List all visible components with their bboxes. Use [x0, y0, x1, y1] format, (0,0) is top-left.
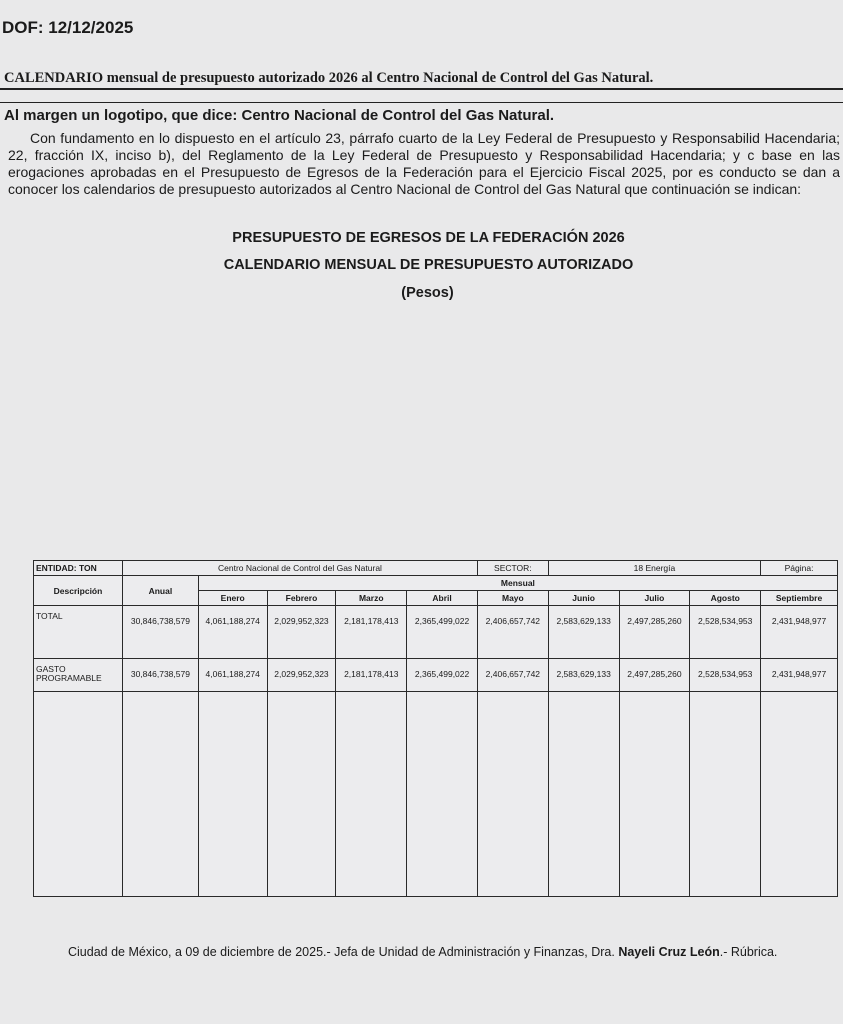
month-header: Agosto	[690, 591, 761, 606]
monthly-header: Mensual	[198, 576, 837, 591]
entity-label: ENTIDAD: TON	[34, 561, 123, 576]
month-value: 2,181,178,413	[336, 659, 407, 692]
calendar-heading: CALENDARIO MENSUAL DE PRESUPUESTO AUTORIZADO	[223, 257, 634, 273]
table-header-row	[34, 576, 838, 591]
month-value: 2,497,285,260	[619, 606, 690, 659]
month-value: 2,406,657,742	[477, 606, 548, 659]
month-header: Julio	[619, 591, 690, 606]
entity-name: Centro Nacional de Control del Gas Natural	[122, 561, 477, 576]
row-label: TOTAL	[34, 606, 123, 659]
month-value: 2,406,657,742	[477, 659, 548, 692]
month-value: 2,431,948,977	[761, 659, 838, 692]
month-value: 2,528,534,953	[690, 659, 761, 692]
month-header: Febrero	[267, 591, 336, 606]
margin-note: Al margen un logotipo, que dice: Centro Nacional de Control del Gas Natural.	[4, 107, 555, 124]
month-header: Septiembre	[761, 591, 838, 606]
month-value: 2,365,499,022	[407, 659, 478, 692]
month-value: 2,431,948,977	[761, 606, 838, 659]
sector-value: 18 Energía	[548, 561, 760, 576]
annual-value: 30,846,738,579	[122, 659, 198, 692]
budget-heading: PRESUPUESTO DE EGRESOS DE LA FEDERACIÓN 2026	[232, 230, 625, 246]
currency-heading: (Pesos)	[401, 285, 454, 301]
table-row	[34, 659, 838, 692]
sector-label: SECTOR:	[477, 561, 548, 576]
table-entity-row	[34, 561, 838, 576]
signer-name: Nayeli Cruz León	[618, 945, 720, 959]
page-label: Página:	[761, 561, 838, 576]
closing-signature	[50, 944, 820, 960]
month-value: 2,497,285,260	[619, 659, 690, 692]
month-header: Marzo	[336, 591, 407, 606]
calendar-title: CALENDARIO mensual de presupuesto autorizado 2026 al Centro Nacional de Control del Gas Natural.	[4, 70, 654, 86]
month-value: 2,029,952,323	[267, 659, 336, 692]
divider-rule-thin	[0, 102, 843, 103]
month-value: 2,583,629,133	[548, 606, 619, 659]
row-label: GASTO PROGRAMABLE	[34, 659, 123, 692]
month-value: 2,528,534,953	[690, 606, 761, 659]
month-header: Junio	[548, 591, 619, 606]
budget-table	[33, 560, 838, 897]
annual-header: Anual	[122, 576, 198, 606]
month-value: 2,029,952,323	[267, 606, 336, 659]
month-value: 4,061,188,274	[198, 606, 267, 659]
closing-suffix: .- Rúbrica.	[719, 945, 778, 959]
divider-rule	[0, 88, 843, 90]
month-value: 2,583,629,133	[548, 659, 619, 692]
table-empty-row	[34, 692, 838, 897]
intro-paragraph: Con fundamento en lo dispuesto en el artículo 23, párrafo cuarto de la Ley Federal de Presupuesto y Responsabilid Hacendaria; 22, fracción IX, inciso b), del Reglamento de la Ley Federal de Presupuesto y Responsabilidad Hacendaria; y c base en las erogaciones aprobadas en el Presupuesto de Egresos de la Federación para el Ejercicio Fiscal 2025, por es conducto se dan a conocer los calendarios de presupuesto autorizados al Centro Nacional de Control del Gas Natural que continuación se indican:	[8, 130, 840, 197]
annual-value: 30,846,738,579	[122, 606, 198, 659]
month-value: 4,061,188,274	[198, 659, 267, 692]
dof-date: DOF: 12/12/2025	[2, 18, 134, 37]
month-value: 2,181,178,413	[336, 606, 407, 659]
month-header: Abril	[407, 591, 478, 606]
month-header: Enero	[198, 591, 267, 606]
closing-text: Ciudad de México, a 09 de diciembre de 2025.- Jefa de Unidad de Administración y Finanzas, Dra.	[68, 945, 615, 959]
description-header: Descripción	[34, 576, 123, 606]
table-row	[34, 606, 838, 659]
month-header: Mayo	[477, 591, 548, 606]
month-value: 2,365,499,022	[407, 606, 478, 659]
